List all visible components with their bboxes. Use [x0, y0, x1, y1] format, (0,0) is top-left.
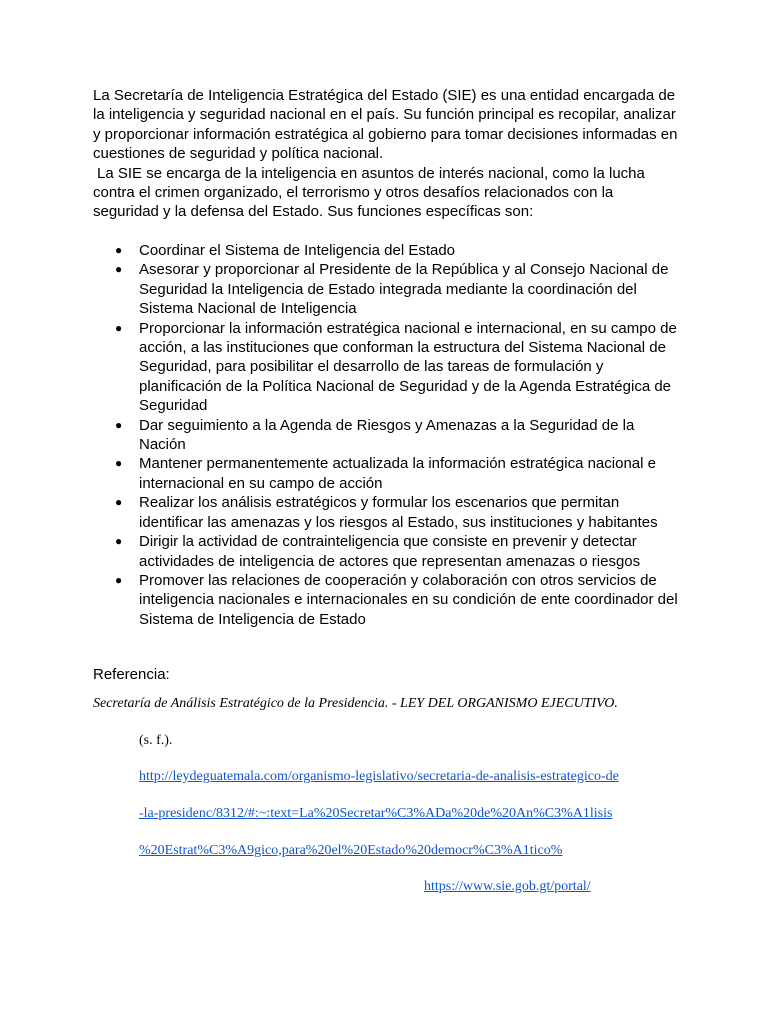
- reference-link-line-1[interactable]: http://leydeguatemala.com/organismo-legislativo/secretaria-de-analisis-estrategico-de: [139, 769, 619, 784]
- bullet-icon: ●: [115, 243, 123, 257]
- reference-link-line-3[interactable]: %20Estrat%C3%A9gico,para%20el%20Estado%20democr%C3%A1tico%: [139, 843, 563, 858]
- list-item: ● Realizar los análisis estratégicos y formular los escenarios que permitan identificar las amenazas y los riesgos al Estado, sus instituciones y habitantes: [115, 494, 658, 531]
- list-item: ● Dirigir la actividad de contrainteligencia que consiste en prevenir y detectar actividades de inteligencia de actores que representan amenazas o riesgos: [115, 533, 641, 570]
- list-item: ● Dar seguimiento a la Agenda de Riesgos y Amenazas a la Seguridad de la Nación: [115, 416, 635, 454]
- list-item: ● Promover las relaciones de cooperación y colaboración con otros servicios de inteligencia nacionales e internacionales en su condición de ente coordinador del Sistema de Inteligencia de Estado: [115, 571, 678, 628]
- intro-paragraph-2: La SIE se encarga de la inteligencia en asuntos de interés nacional, como la lucha contra el crimen organizado, el terrorismo y otros desafíos relacionados con la seguridad y la defensa del Estado. Sus funciones específicas son:: [93, 164, 645, 221]
- bullet-icon: ●: [115, 456, 123, 471]
- list-item: ● Mantener permanentemente actualizada la información estratégica nacional e internacional en su campo de acción: [115, 455, 656, 492]
- bullet-icon: ●: [115, 320, 123, 335]
- sie-portal-link[interactable]: https://www.sie.gob.gt/portal/: [424, 879, 591, 894]
- reference-link-line-2[interactable]: -la-presidenc/8312/#:~:text=La%20Secretar%C3%ADa%20de%20An%C3%A1lisis: [139, 806, 613, 821]
- bullet-icon: ●: [115, 534, 123, 549]
- list-item: ● Asesorar y proporcionar al Presidente de la República y al Consejo Nacional de Seguridad la Inteligencia de Estado integrada mediante la coordinación del Sistema Nacional de Inteligencia: [115, 261, 669, 318]
- reference-label: Referencia:: [93, 666, 170, 683]
- bullet-icon: ●: [115, 572, 123, 587]
- functions-list: [93, 241, 683, 629]
- intro-paragraph-1: La Secretaría de Inteligencia Estratégica del Estado (SIE) es una entidad encargada de la inteligencia y seguridad nacional en el país. Su función principal es recopilar, analizar y proporcionar información estratégica al gobierno para tomar decisiones informadas en cuestiones de seguridad y política nacional.: [93, 87, 678, 163]
- list-item: ● Coordinar el Sistema de Inteligencia del Estado: [115, 242, 456, 259]
- reference-citation: Secretaría de Análisis Estratégico de la Presidencia. - LEY DEL ORGANISMO EJECUTIVO.: [93, 696, 618, 711]
- bullet-icon: ●: [115, 262, 123, 277]
- reference-date: (s. f.).: [139, 733, 173, 748]
- list-item: ● Proporcionar la información estratégica nacional e internacional, en su campo de acción, a las instituciones que conforman la estructura del Sistema Nacional de Seguridad, para posibilitar el desarrollo de las tareas de formulación y planificación de la Política Nacional de Seguridad y de la Agenda Estratégica de Seguridad: [115, 319, 677, 415]
- bullet-icon: ●: [115, 495, 123, 510]
- bullet-icon: ●: [115, 417, 123, 432]
- intro-section: [93, 86, 683, 222]
